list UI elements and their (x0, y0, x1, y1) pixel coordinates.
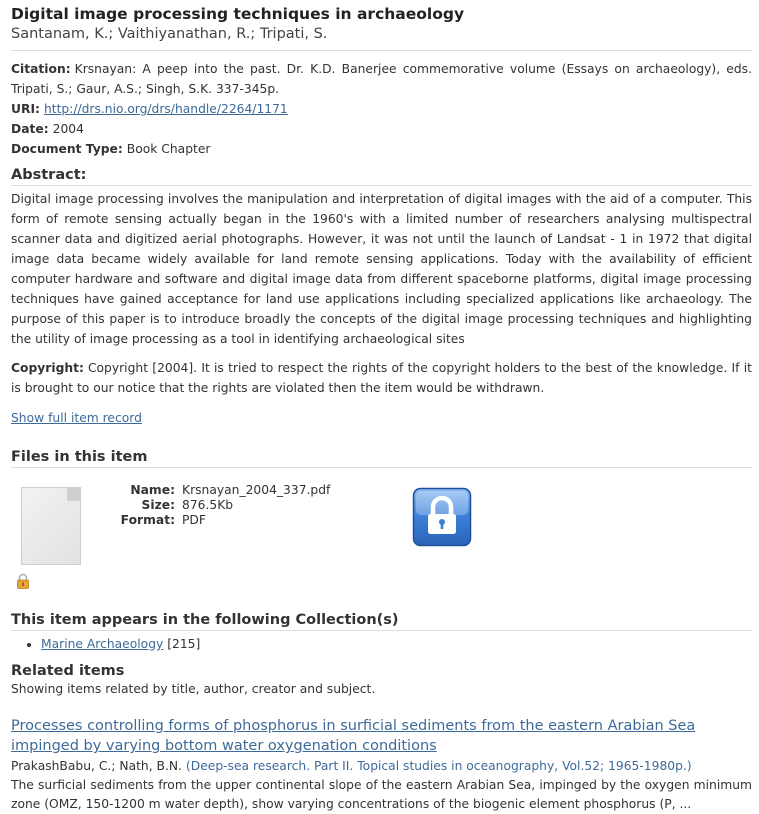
padlock-icon (15, 573, 31, 589)
file-name-label: Name: (130, 483, 175, 497)
file-name-row (107, 483, 330, 498)
item-title: Digital image processing techniques in archaeology (11, 5, 465, 23)
uri-link[interactable]: http://drs.nio.org/drs/handle/2264/1171 (43, 102, 288, 116)
related-item-meta (11, 756, 752, 776)
divider (11, 630, 752, 631)
files-heading: Files in this item (11, 449, 148, 465)
file-size-value: 876.5Kb (182, 498, 234, 512)
uri-label: URI: (11, 102, 40, 116)
collection-count: [215] (167, 637, 201, 651)
citation-label: Citation: (11, 62, 71, 76)
show-full-record-link[interactable]: Show full item record (11, 411, 142, 425)
full-record-row (11, 408, 752, 428)
file-metadata (107, 483, 330, 528)
file-list (11, 468, 752, 598)
date-label: Date: (11, 122, 49, 136)
file-name-value: Krsnayan_2004_337.pdf (182, 483, 331, 497)
document-thumbnail-icon[interactable] (21, 487, 81, 565)
file-format-row (107, 513, 330, 528)
collections-list (11, 634, 752, 654)
related-note: Showing items related by title, author, creator and subject. (11, 682, 376, 696)
item-metadata (11, 59, 752, 159)
file-format-label: Format: (120, 513, 175, 527)
document-type-value: Book Chapter (126, 142, 211, 156)
related-item (11, 716, 752, 814)
divider (11, 185, 752, 186)
date-row (11, 119, 752, 139)
file-format-value: PDF (182, 513, 206, 527)
document-type-row (11, 139, 752, 159)
related-item-authors: PrakashBabu, C.; Nath, B.N. (11, 759, 182, 773)
copyright-label: Copyright: (11, 361, 84, 375)
item-authors: Santanam, K.; Vaithiyanathan, R.; Tripati, S. (11, 26, 328, 42)
copyright-value: Copyright [2004]. It is tried to respect the rights of the copyright holders to the best of the knowledge. If it is brought to our notice that the rights are violated then the item would be withdrawn. (11, 361, 752, 395)
related-item-source: (Deep-sea research. Part II. Topical studies in oceanography, Vol.52; 1965-1980p.) (185, 759, 692, 773)
locked-file-icon[interactable] (412, 487, 472, 547)
related-item-title-link[interactable]: Processes controlling forms of phosphorus in surficial sediments from the eastern Arabian Sea impinged by varying bottom water oxygenation conditions (11, 718, 696, 754)
copyright-row (11, 358, 752, 398)
file-size-row (107, 498, 330, 513)
collection-link[interactable]: Marine Archaeology (41, 637, 164, 651)
abstract-text: Digital image processing involves the manipulation and interpretation of digital images with the aid of a computer. This form of remote sensing actually began in the 1960's with a limited number of researchers analysing multispectral scanner data and digitized aerial photographs. However, it was not until the launch of Landsat - 1 in 1972 that digital image data became widely available for land remote sensing applications. Today with the availability of efficient computer hardware and software and digital image data from different spaceborne platforms, digital image processing techniques have gained acceptance for land use applications including specialized applications like archaeology. The purpose of this paper is to introduce broadly the concepts of the digital image processing techniques and highlighting the utility of image processing as a tool in identifying archaeological sites (11, 192, 752, 346)
item-view (11, 4, 752, 814)
uri-row (11, 99, 752, 119)
collections-heading: This item appears in the following Collection(s) (11, 612, 399, 628)
date-value: 2004 (52, 122, 84, 136)
citation-value: Krsnayan: A peep into the past. Dr. K.D. Banerjee commemorative volume (Essays on archaeology), eds. Tripati, S.; Gaur, A.S.; Singh, S.K. 337-345p. (11, 62, 752, 96)
file-size-label: Size: (141, 498, 175, 512)
citation-row (11, 59, 752, 99)
related-item-abstract: The surficial sediments from the upper continental slope of the eastern Arabian Sea, impinged by the oxygen minimum zone (OMZ, 150-1200 m water depth), show varying concentrations of the biogenic element phosphorus (P, ... (11, 778, 752, 811)
abstract-heading: Abstract: (11, 167, 87, 183)
divider (11, 50, 752, 51)
collection-item (41, 634, 752, 654)
document-type-label: Document Type: (11, 142, 123, 156)
related-heading: Related items (11, 663, 125, 679)
